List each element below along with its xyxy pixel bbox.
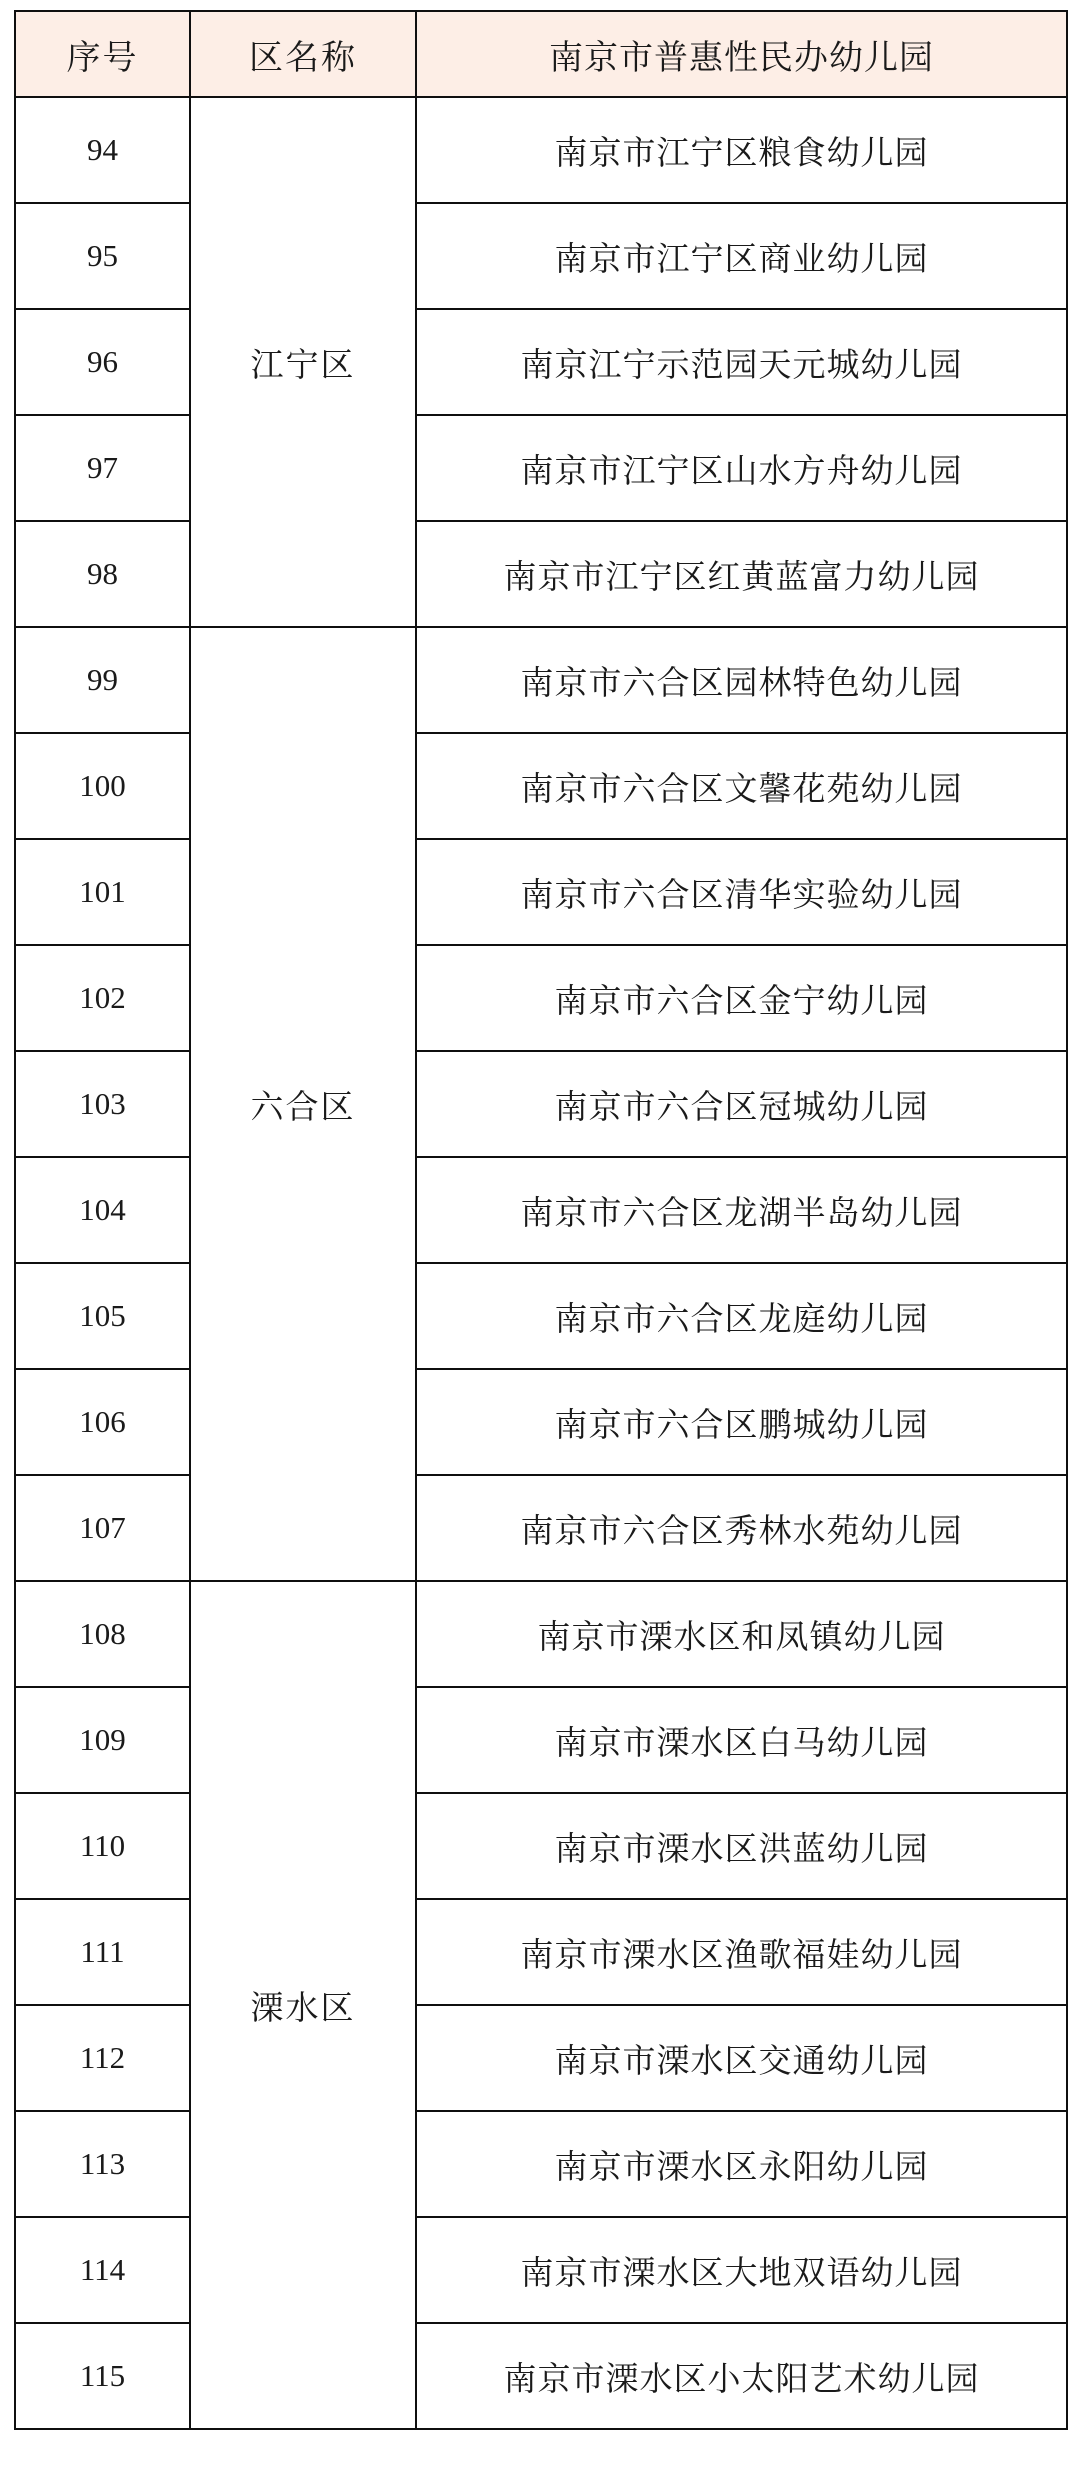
- cell-index: 105: [15, 1263, 190, 1369]
- table-row: [15, 2323, 1067, 2429]
- cell-kindergarten: 南京市溧水区洪蓝幼儿园: [416, 1793, 1067, 1899]
- cell-index: 112: [15, 2005, 190, 2111]
- header-kindergarten: 南京市普惠性民办幼儿园: [416, 11, 1067, 97]
- cell-index: 98: [15, 521, 190, 627]
- table-row: [15, 1263, 1067, 1369]
- cell-index: 109: [15, 1687, 190, 1793]
- cell-district: 溧水区: [190, 1581, 416, 2429]
- table-row: [15, 1051, 1067, 1157]
- cell-index: 99: [15, 627, 190, 733]
- cell-index: 113: [15, 2111, 190, 2217]
- table-row: [15, 1475, 1067, 1581]
- cell-index: 94: [15, 97, 190, 203]
- cell-district: 江宁区: [190, 97, 416, 627]
- cell-kindergarten: 南京市六合区文馨花苑幼儿园: [416, 733, 1067, 839]
- cell-index: 101: [15, 839, 190, 945]
- cell-index: 97: [15, 415, 190, 521]
- cell-kindergarten: 南京市六合区金宁幼儿园: [416, 945, 1067, 1051]
- cell-index: 95: [15, 203, 190, 309]
- table-row: [15, 1793, 1067, 1899]
- cell-kindergarten: 南京市六合区园林特色幼儿园: [416, 627, 1067, 733]
- cell-kindergarten: 南京市溧水区和凤镇幼儿园: [416, 1581, 1067, 1687]
- header-index: 序号: [15, 11, 190, 97]
- cell-kindergarten: 南京市溧水区白马幼儿园: [416, 1687, 1067, 1793]
- table-row: [15, 203, 1067, 309]
- cell-district: 六合区: [190, 627, 416, 1581]
- table-row: [15, 97, 1067, 203]
- table-row: [15, 839, 1067, 945]
- table-row: [15, 1899, 1067, 2005]
- cell-kindergarten: 南京市江宁区山水方舟幼儿园: [416, 415, 1067, 521]
- cell-index: 108: [15, 1581, 190, 1687]
- cell-index: 102: [15, 945, 190, 1051]
- table-row: [15, 627, 1067, 733]
- cell-kindergarten: 南京市六合区龙湖半岛幼儿园: [416, 1157, 1067, 1263]
- table-row: [15, 1157, 1067, 1263]
- kindergarten-table: [14, 10, 1068, 2430]
- table-row: [15, 733, 1067, 839]
- cell-index: 100: [15, 733, 190, 839]
- cell-kindergarten: 南京市溧水区小太阳艺术幼儿园: [416, 2323, 1067, 2429]
- cell-kindergarten: 南京市江宁区商业幼儿园: [416, 203, 1067, 309]
- table-body: [15, 97, 1067, 2429]
- table-row: [15, 415, 1067, 521]
- table-row: [15, 2111, 1067, 2217]
- cell-kindergarten: 南京市江宁区粮食幼儿园: [416, 97, 1067, 203]
- cell-kindergarten: 南京市江宁区红黄蓝富力幼儿园: [416, 521, 1067, 627]
- cell-kindergarten: 南京市溧水区渔歌福娃幼儿园: [416, 1899, 1067, 2005]
- table-header: [15, 11, 1067, 97]
- cell-index: 107: [15, 1475, 190, 1581]
- table-header-row: [15, 11, 1067, 97]
- header-district: 区名称: [190, 11, 416, 97]
- table-row: [15, 2217, 1067, 2323]
- cell-index: 111: [15, 1899, 190, 2005]
- cell-kindergarten: 南京市六合区冠城幼儿园: [416, 1051, 1067, 1157]
- cell-kindergarten: 南京市溧水区交通幼儿园: [416, 2005, 1067, 2111]
- table-row: [15, 945, 1067, 1051]
- cell-kindergarten: 南京市六合区秀林水苑幼儿园: [416, 1475, 1067, 1581]
- table-row: [15, 309, 1067, 415]
- cell-kindergarten: 南京江宁示范园天元城幼儿园: [416, 309, 1067, 415]
- table-row: [15, 1581, 1067, 1687]
- cell-kindergarten: 南京市溧水区大地双语幼儿园: [416, 2217, 1067, 2323]
- table-row: [15, 1369, 1067, 1475]
- table-row: [15, 521, 1067, 627]
- table-row: [15, 2005, 1067, 2111]
- cell-kindergarten: 南京市六合区鹏城幼儿园: [416, 1369, 1067, 1475]
- cell-index: 110: [15, 1793, 190, 1899]
- cell-index: 106: [15, 1369, 190, 1475]
- cell-kindergarten: 南京市六合区龙庭幼儿园: [416, 1263, 1067, 1369]
- cell-kindergarten: 南京市溧水区永阳幼儿园: [416, 2111, 1067, 2217]
- cell-index: 114: [15, 2217, 190, 2323]
- cell-kindergarten: 南京市六合区清华实验幼儿园: [416, 839, 1067, 945]
- cell-index: 103: [15, 1051, 190, 1157]
- cell-index: 115: [15, 2323, 190, 2429]
- table-row: [15, 1687, 1067, 1793]
- cell-index: 96: [15, 309, 190, 415]
- cell-index: 104: [15, 1157, 190, 1263]
